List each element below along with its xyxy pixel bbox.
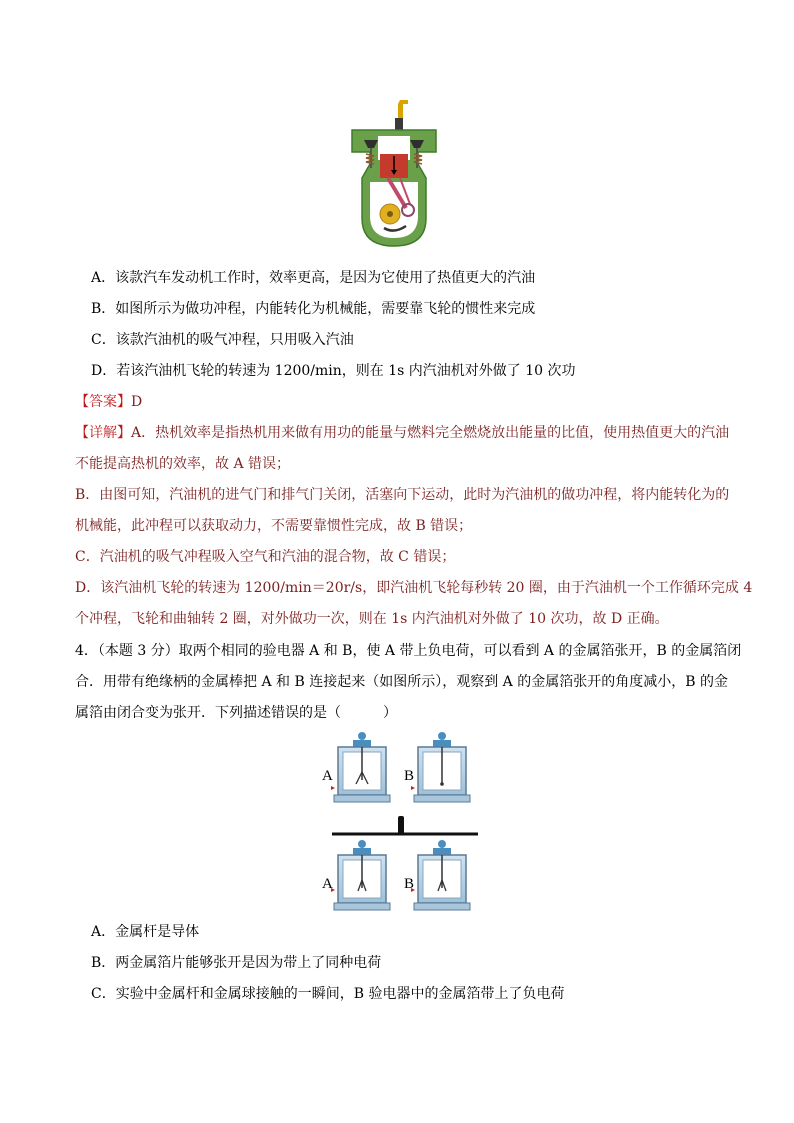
- q3-detail-line-4: 机械能，此冲程可以获取动力，不需要靠惯性完成，故 B 错误；: [75, 518, 473, 534]
- q3-detail-line-3: B．由图可知，汽油机的进气门和排气门关闭，活塞向下运动，此时为汽油机的做功冲程，将内能转化为的: [75, 487, 730, 503]
- q3-detail-line-1: [75, 423, 729, 443]
- label-b-bottom: B: [404, 876, 415, 892]
- label-a-bottom: A: [322, 876, 333, 892]
- q3-detail-line-7: 个冲程，飞轮和曲轴转 2 圈，对外做功一次，则在 1s 内汽油机对外做了 10 次功，故 D 正确。: [75, 611, 669, 627]
- detail-text: A．热机效率是指热机用来做有用功的能量与燃料完全燃烧放出能量的比值，使用热值更大的汽油: [131, 425, 730, 441]
- q3-option-b: B．如图所示为做功冲程，内能转化为机械能，需要靠飞轮的惯性来完成: [91, 301, 536, 317]
- answer-value: D: [131, 394, 143, 410]
- detail-label: 【详解】: [75, 425, 131, 441]
- q3-option-a: A．该款汽车发动机工作时，效率更高，是因为它使用了热值更大的汽油: [91, 270, 536, 286]
- q4-option-b: B．两金属箔片能够张开是因为带上了同种电荷: [91, 955, 382, 971]
- q4-option-a: A．金属杆是导体: [91, 924, 200, 940]
- q3-detail-line-6: D．该汽油机飞轮的转速为 1200/min＝20r/s，即汽油机飞轮每秒转 20 圈，由于汽油机一个工作循环完成 4: [75, 580, 753, 596]
- label-b-top: B: [404, 768, 415, 784]
- electroscope-a-top: [331, 732, 390, 802]
- q3-detail-line-2: 不能提高热机的效率，故 A 错误；: [75, 456, 291, 472]
- answer-label: 【答案】: [75, 394, 131, 410]
- electroscope-diagram: [318, 728, 478, 918]
- q4-stem-line-1: 4．（本题 3 分）取两个相同的验电器 A 和 B，使 A 带上负电荷，可以看到 A 的金属箔张开，B 的金属箔闭: [75, 643, 742, 659]
- electroscope-b-top: [411, 732, 470, 802]
- q3-detail-line-5: C．汽油机的吸气冲程吸入空气和汽油的混合物，故 C 错误；: [75, 549, 456, 565]
- engine-diagram: [348, 100, 440, 250]
- q4-option-c: C．实验中金属杆和金属球接触的一瞬间，B 验电器中的金属箔带上了负电荷: [91, 986, 565, 1002]
- label-a-top: A: [322, 768, 333, 784]
- q3-answer: [75, 392, 142, 412]
- q4-stem-line-3: 属箔由闭合变为张开．下列描述错误的是（ ）: [75, 705, 397, 721]
- q3-option-d: D．若该汽油机飞轮的转速为 1200/min，则在 1s 内汽油机对外做了 10 次功: [91, 363, 576, 379]
- electroscope-b-bottom: [411, 840, 470, 910]
- q3-option-c: C．该款汽油机的吸气冲程，只用吸入汽油: [91, 332, 354, 348]
- q4-stem-line-2: 合．用带有绝缘柄的金属棒把 A 和 B 连接起来（如图所示），观察到 A 的金属箔张开的角度减小，B 的金: [75, 674, 728, 690]
- electroscope-a-bottom: [331, 840, 390, 910]
- metal-rod: [332, 816, 478, 834]
